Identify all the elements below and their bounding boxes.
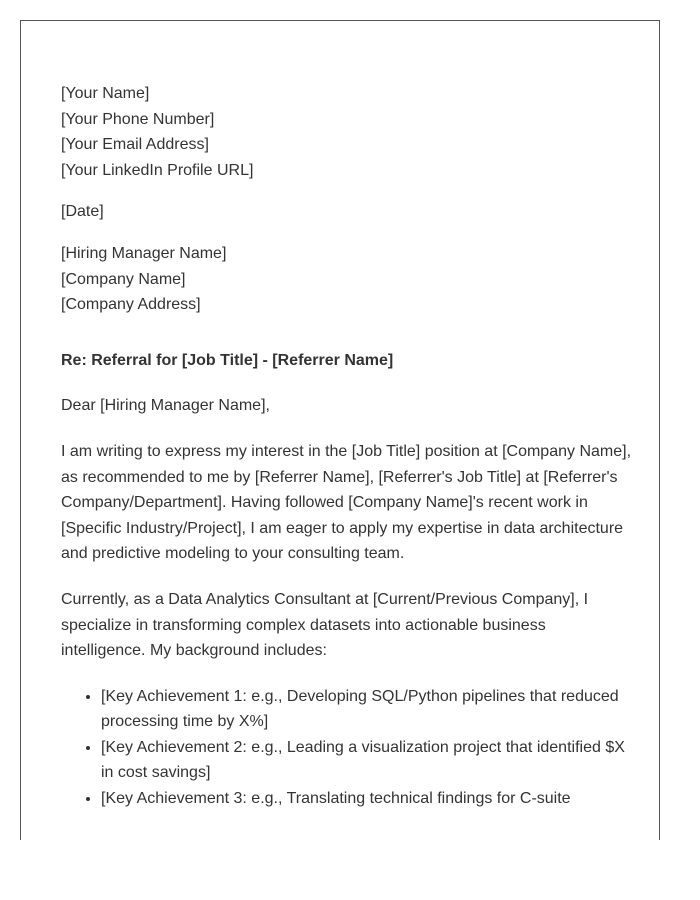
letter-content — [61, 81, 631, 812]
recipient-manager: [Hiring Manager Name] — [61, 244, 227, 262]
salutation: Dear [Hiring Manager Name], — [61, 397, 270, 415]
body-paragraph: I am writing to express my interest in the [Job Title] position at [Company Name], as recommended to me by [Referrer Name], [Referrer's Job Title] at [Referrer's Company/Department]. Having followed [Company Name]'s recent work in [Specific Industry/Project], I am eager to apply my expertise in data architecture and predictive modeling to your consulting team. — [61, 442, 632, 563]
list-item: • [Key Achievement 1: e.g., Developing SQL/Python pipelines that reduced processing time by X%] — [101, 684, 631, 735]
subject-line: Re: Referral for [Job Title] - [Referrer Name] — [61, 351, 394, 369]
letter-date: [Date] — [61, 203, 104, 221]
recipient-block — [61, 241, 631, 318]
letter-page — [20, 20, 660, 840]
achievements-list — [61, 684, 631, 812]
sender-phone: [Your Phone Number] — [61, 110, 215, 128]
sender-block — [61, 81, 631, 183]
recipient-address: [Company Address] — [61, 296, 201, 314]
sender-email: [Your Email Address] — [61, 136, 209, 154]
list-item: • [Key Achievement 3: e.g., Translating technical findings for C-suite — [101, 786, 631, 812]
date-block — [61, 199, 631, 225]
sender-linkedin: [Your LinkedIn Profile URL] — [61, 161, 254, 179]
recipient-company: [Company Name] — [61, 270, 186, 288]
list-item: • [Key Achievement 2: e.g., Leading a visualization project that identified $X in cost savings] — [101, 735, 631, 786]
sender-name: [Your Name] — [61, 85, 150, 102]
body-paragraph: Currently, as a Data Analytics Consultant at [Current/Previous Company], I specialize in transforming complex datasets into actionable business intelligence. My background includes: — [61, 590, 589, 660]
